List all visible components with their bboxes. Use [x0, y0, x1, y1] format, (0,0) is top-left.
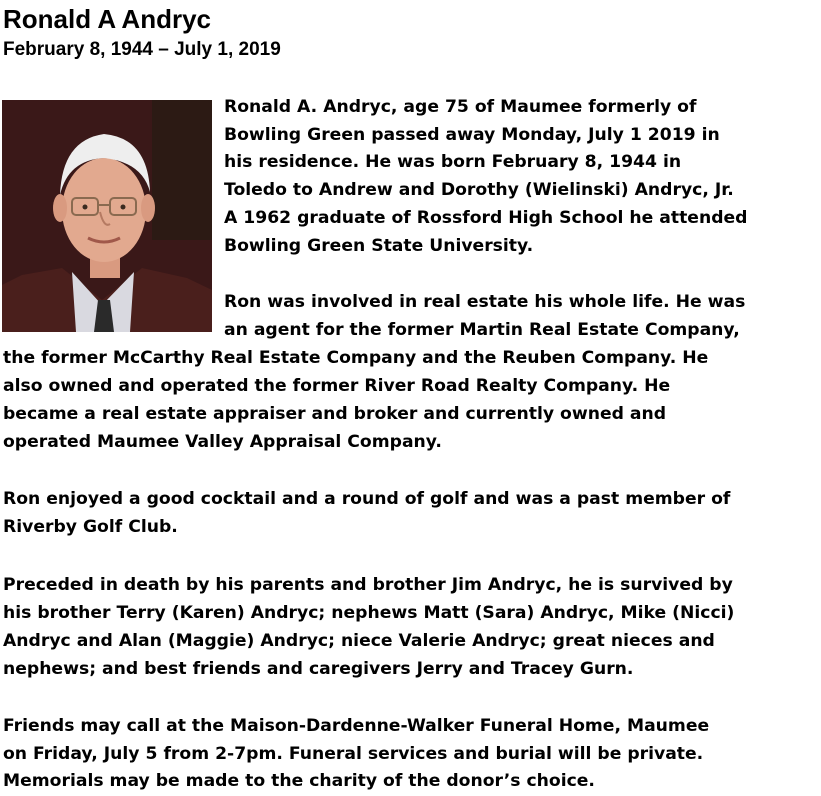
text-line: his brother Terry (Karen) Andryc; nephews Matt (Sara) Andryc, Mike (Nicci) [3, 603, 735, 623]
text-line: Toledo to Andrew and Dorothy (Wielinski) Andryc, Jr. [224, 180, 734, 200]
text-line: an agent for the former Martin Real Estate Company, [224, 320, 740, 340]
obituary-dates: February 8, 1944 – July 1, 2019 [3, 39, 281, 60]
text-line: Riverby Golf Club. [3, 517, 178, 537]
text-line: nephews; and best friends and caregivers Jerry and Tracey Gurn. [3, 659, 634, 679]
text-line: on Friday, July 5 from 2-7pm. Funeral services and burial will be private. [3, 744, 704, 764]
text-line: Ronald A. Andryc, age 75 of Maumee formerly of [224, 97, 697, 117]
text-line: Bowling Green State University. [224, 236, 534, 256]
text-line: Ron enjoyed a good cocktail and a round of golf and was a past member of [3, 489, 731, 509]
text-line: A 1962 graduate of Rossford High School he attended [224, 208, 748, 228]
text-line: Memorials may be made to the charity of the donor’s choice. [3, 771, 595, 791]
text-line: his residence. He was born February 8, 1944 in [224, 152, 682, 172]
obituary-name: Ronald A Andryc [3, 4, 212, 34]
text-line: Bowling Green passed away Monday, July 1 2019 in [224, 125, 720, 145]
text-line: operated Maumee Valley Appraisal Company. [3, 432, 442, 452]
text-line: became a real estate appraiser and broker and currently owned and [3, 404, 667, 424]
portrait-photo [2, 100, 212, 332]
text-line: Friends may call at the Maison-Dardenne-Walker Funeral Home, Maumee [3, 716, 710, 736]
text-line: Preceded in death by his parents and brother Jim Andryc, he is survived by [3, 575, 733, 595]
text-line: Ron was involved in real estate his whole life. He was [224, 292, 746, 312]
text-line: the former McCarthy Real Estate Company and the Reuben Company. He [3, 348, 709, 368]
text-line: Andryc and Alan (Maggie) Andryc; niece Valerie Andryc; great nieces and [3, 631, 715, 651]
text-line: also owned and operated the former River Road Realty Company. He [3, 376, 671, 396]
portrait-illustration [2, 100, 212, 332]
